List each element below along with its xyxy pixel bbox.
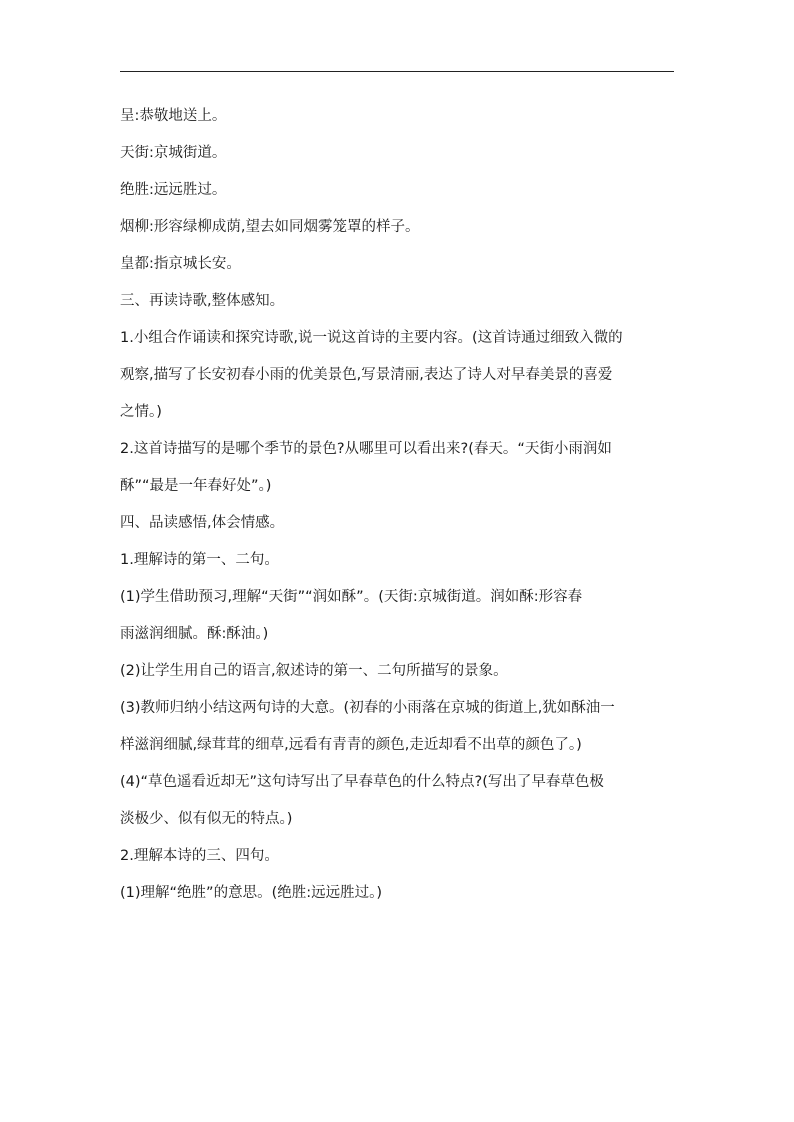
paragraph-line: (3)教师归纳小结这两句诗的大意。(初春的小雨落在京城的街道上,犹如酥油一 [120, 700, 615, 716]
document-body [120, 98, 680, 912]
gloss-tianjie: 天街:京城街道。 [120, 145, 227, 161]
paragraph-line: 1.小组合作诵读和探究诗歌,说一说这首诗的主要内容。(这首诗通过细致入微的 [120, 330, 623, 346]
paragraph-line: 2.这首诗描写的是哪个季节的景色?从哪里可以看出来?(春天。“天街小雨润如 [120, 441, 612, 457]
gloss-yanliu: 烟柳:形容绿柳成荫,望去如同烟雾笼罩的样子。 [120, 219, 420, 235]
section-heading-3: 三、再读诗歌,整体感知。 [120, 293, 285, 309]
subsection-heading: 1.理解诗的第一、二句。 [120, 552, 279, 568]
paragraph-line: 雨滋润细腻。酥:酥油。) [120, 626, 269, 642]
gloss-huangdu: 皇都:指京城长安。 [120, 256, 241, 272]
paragraph-line: 观察,描写了长安初春小雨的优美景色,写景清丽,表达了诗人对早春美景的喜爱 [120, 367, 613, 383]
paragraph-line: 之情。) [120, 404, 162, 420]
paragraph-line: (1)学生借助预习,理解“天街”“润如酥”。(天街:京城街道。润如酥:形容春 [120, 589, 583, 605]
paragraph-line: (1)理解“绝胜”的意思。(绝胜:远远胜过。) [120, 885, 383, 901]
header-rule [120, 71, 674, 72]
gloss-cheng: 呈:恭敬地送上。 [120, 108, 227, 124]
gloss-juesheng: 绝胜:远远胜过。 [120, 182, 227, 198]
subsection-heading: 2.理解本诗的三、四句。 [120, 848, 279, 864]
paragraph-line: 酥”“最是一年春好处”。) [120, 478, 272, 494]
paragraph-line: 淡极少、似有似无的特点。) [120, 811, 293, 827]
section-heading-4: 四、品读感悟,体会情感。 [120, 515, 285, 531]
paragraph-line: (4)“草色遥看近却无”这句诗写出了早春草色的什么特点?(写出了早春草色极 [120, 774, 604, 790]
paragraph-line: (2)让学生用自己的语言,叙述诗的第一、二句所描写的景象。 [120, 663, 508, 679]
paragraph-line: 样滋润细腻,绿茸茸的细草,远看有青青的颜色,走近却看不出草的颜色了。) [120, 737, 582, 753]
